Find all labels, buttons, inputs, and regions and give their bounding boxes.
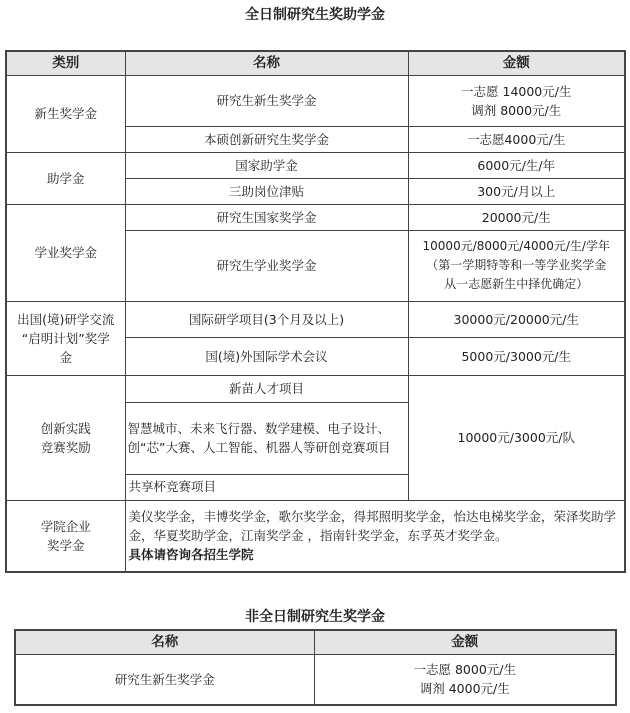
cell-amount: 一志愿4000元/生 [408,126,625,152]
college-contact-note: 具体请咨询各招生学院 [128,547,254,563]
table-header-row [6,51,625,75]
list-item: 智慧城市、未来飞行器、数学建模、电子设计、创“芯”大赛、人工智能、机器人等研创竞赛项目 [126,402,408,474]
college-scholarship-cell [125,500,625,572]
table-row [6,204,625,230]
list-item: 共享杯竞赛项目 [128,479,217,495]
category-grant: 助学金 [6,152,125,204]
table-row [6,301,625,337]
parttime-scholarship-table [14,629,617,706]
category-college: 学院企业 奖学金 [6,500,125,572]
cell-name: 研究生学业奖学金 [125,230,408,301]
cell-amount: 300元/月以上 [408,178,625,204]
table-row [6,500,625,572]
cell-name: 本硕创新研究生奖学金 [125,126,408,152]
cell-amount: 10000元/3000元/队 [408,375,625,500]
cell-amount: 30000元/20000元/生 [408,301,625,337]
cell-name: 三助岗位津贴 [125,178,408,204]
table-row [6,152,625,178]
category-exchange: 出国(境)研学交流 “启明计划”奖学 金 [6,301,125,375]
table-header-row [15,630,616,654]
cell-name: 研究生新生奖学金 [125,75,408,126]
cell-name: 国家助学金 [125,152,408,178]
cell-name: 国际研学项目(3个月及以上) [125,301,408,337]
category-freshman: 新生奖学金 [6,75,125,152]
section-title: 非全日制研究生奖学金 [245,609,385,625]
header-name: 名称 [15,630,314,654]
cell-name: 研究生新生奖学金 [15,654,314,705]
cell-amount: 20000元/生 [408,204,625,230]
cell-amount: 10000元/8000元/4000元/生/学年 （第一学期特等和一等学业奖学金 从一志愿新生中择优确定） [408,230,625,301]
cell-amount: 一志愿 8000元/生 调剂 4000元/生 [314,654,616,705]
cell-name: 国(境)外国际学术会议 [125,337,408,375]
cell-name: 研究生国家奖学金 [125,204,408,230]
page-title: 全日制研究生奖助学金 [245,7,385,23]
cell-amount: 一志愿 14000元/生 调剂 8000元/生 [408,75,625,126]
cell-amount: 5000元/3000元/生 [408,337,625,375]
college-scholarship-list: 美仪奖学金，丰博奖学金，歌尔奖学金，得邦照明奖学金，怡达电梯奖学金，荣泽奖助学金，华夏奖助学金，江南奖学金 ，指南针奖学金，东孚英才奖学金。 [128,509,617,544]
header-amount: 金额 [314,630,616,654]
innovation-items-cell [125,375,408,500]
header-category: 类别 [6,51,125,75]
cell-amount: 6000元/生/年 [408,152,625,178]
header-amount: 金额 [408,51,625,75]
category-innovation: 创新实践 竞赛奖励 [6,375,125,500]
fulltime-scholarship-table [5,50,626,573]
list-item: 新苗人才项目 [126,376,408,402]
table-row [6,75,625,126]
table-row [15,654,616,705]
table-row [6,375,625,500]
header-name: 名称 [125,51,408,75]
category-academic: 学业奖学金 [6,204,125,301]
